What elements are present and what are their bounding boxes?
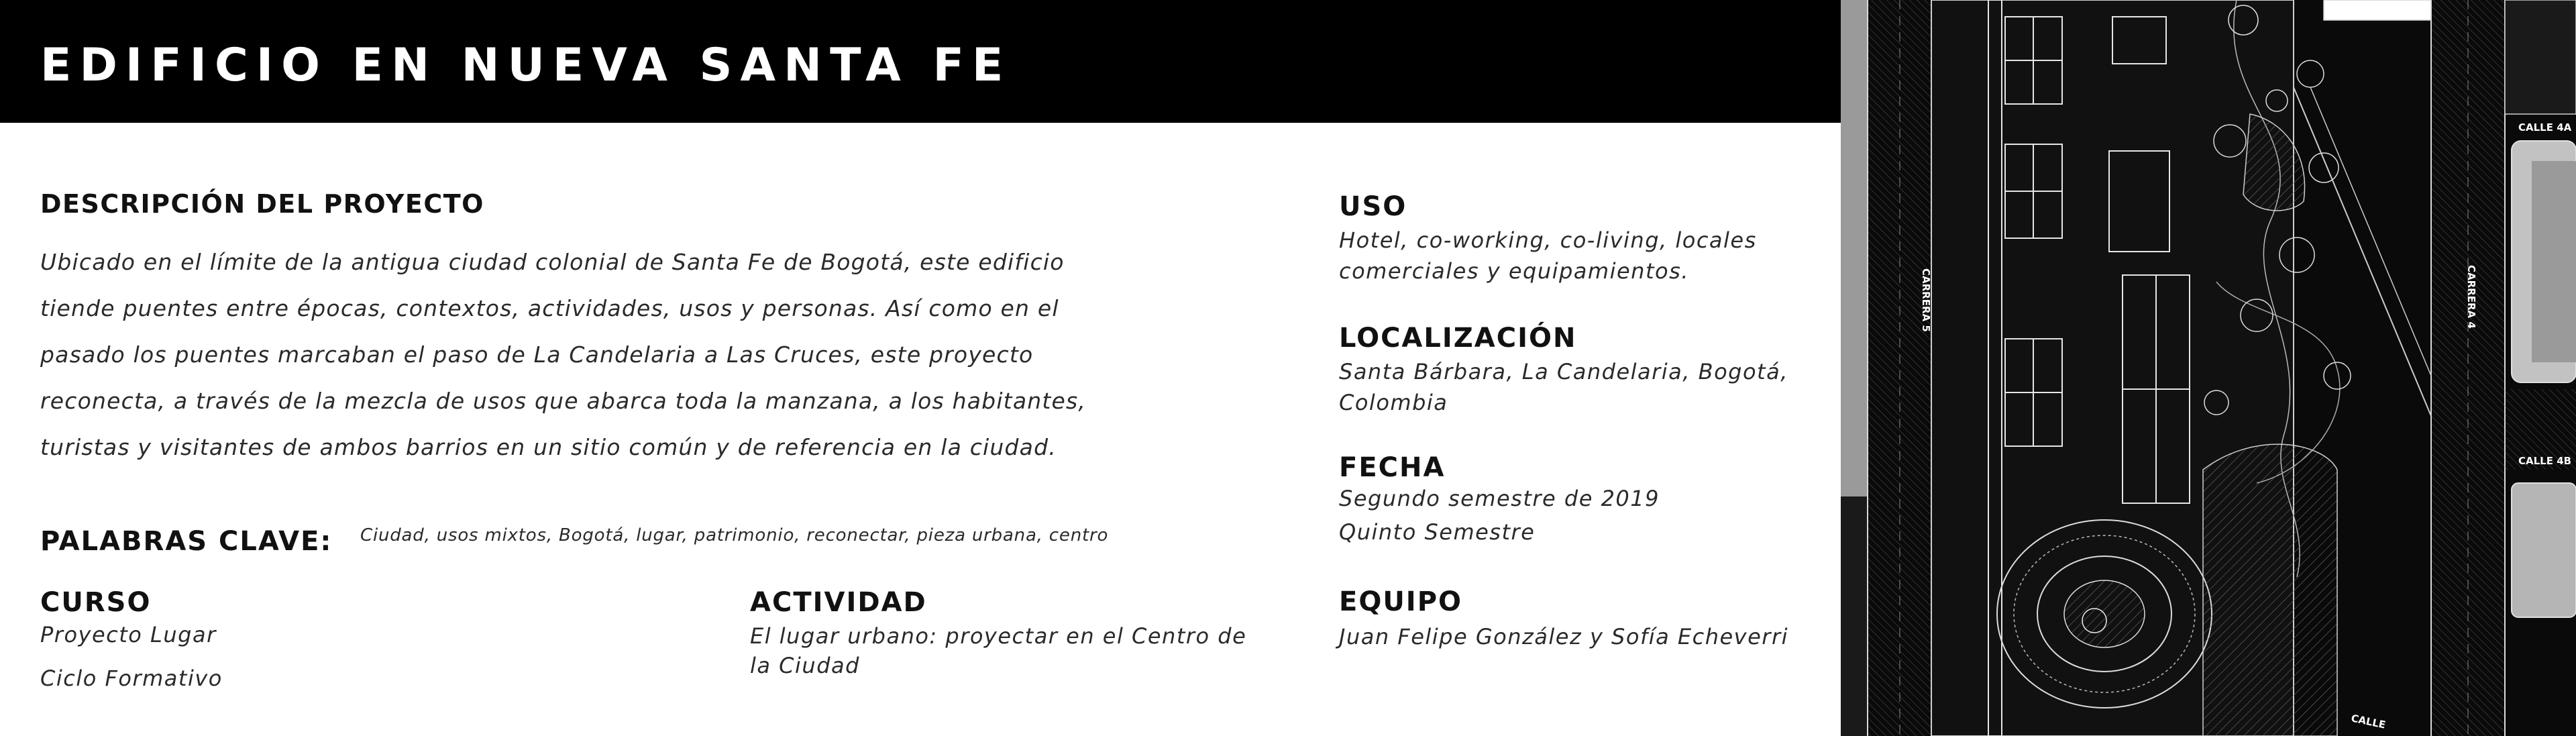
curso-value-1: Proyecto Lugar — [40, 622, 217, 647]
keywords-text: Ciudad, usos mixtos, Bogotá, lugar, patrimonio, reconectar, pieza urbana, centro — [360, 525, 1109, 545]
fecha-value-2: Quinto Semestre — [1339, 519, 1536, 545]
equipo-value: Juan Felipe González y Sofía Echeverri — [1339, 624, 1788, 649]
description-body — [40, 239, 1252, 470]
description-heading: DESCRIPCIÓN DEL PROYECTO — [40, 189, 484, 219]
description-line: pasado los puentes marcaban el paso de La Candelaria a Las Cruces, este proyecto — [40, 341, 1034, 368]
actividad-value: El lugar urbano: proyectar en el Centro de la Ciudad — [750, 623, 1247, 678]
neighbor-block — [1841, 0, 1868, 496]
title-bar — [0, 0, 1841, 123]
site-plan-svg — [1841, 0, 2576, 736]
page-title: EDIFICIO EN NUEVA SANTA FE — [40, 39, 1012, 92]
street-label-carrera-5: CARRERA 5 — [1920, 268, 1932, 332]
keywords-heading: PALABRAS CLAVE: — [40, 526, 333, 557]
street-label-calle-4a: CALLE 4A — [2518, 121, 2572, 134]
localizacion-heading: LOCALIZACIÓN — [1339, 323, 1577, 354]
site-plan-drawing — [1841, 0, 2576, 736]
street-carrera-5 — [1868, 0, 1931, 736]
description-line: Ubicado en el límite de la antigua ciudad colonial de Santa Fe de Bogotá, este edificio — [40, 249, 1065, 275]
localizacion-value: Santa Bárbara, La Candelaria, Bogotá, Colombia — [1339, 359, 1788, 415]
description-line: tiende puentes entre épocas, contextos, actividades, usos y personas. Así como en el — [40, 295, 1059, 321]
curso-value-2: Ciclo Formativo — [40, 666, 223, 691]
street-carrera-4 — [2431, 0, 2505, 736]
street-label-carrera-4: CARRERA 4 — [2465, 265, 2477, 329]
street-label-calle-4b: CALLE 4B — [2518, 455, 2572, 467]
uso-value: Hotel, co-working, co-living, locales comerciales y equipamientos. — [1339, 227, 1757, 284]
description-line: reconecta, a través de la mezcla de usos que abarca toda la manzana, a los habitantes, — [40, 388, 1087, 414]
equipo-heading: EQUIPO — [1339, 586, 1463, 617]
fecha-value-1: Segundo semestre de 2019 — [1339, 486, 1660, 511]
curso-heading: CURSO — [40, 587, 152, 618]
actividad-heading: ACTIVIDAD — [750, 587, 927, 618]
street-label-calle: CALLE — [2350, 712, 2387, 731]
description-line: turistas y visitantes de ambos barrios en un sitio común y de referencia en la ciudad. — [40, 434, 1057, 460]
fecha-heading: FECHA — [1339, 452, 1446, 483]
uso-heading: USO — [1339, 191, 1407, 222]
